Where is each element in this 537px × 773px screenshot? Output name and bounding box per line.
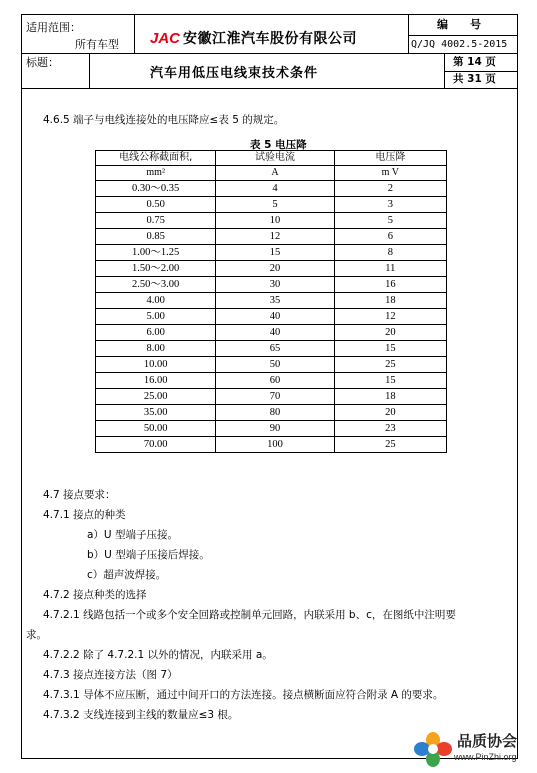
cell-voltage-drop: 11 — [334, 261, 446, 277]
cell-test-current: 10 — [216, 213, 334, 229]
cell-cross-section: 10.00 — [96, 357, 216, 373]
header-test-current: 试验电流 — [216, 151, 334, 166]
table-row — [96, 437, 447, 453]
clause-4-7-1: 4.7.1 接点的种类 — [43, 509, 126, 521]
header-voltage-drop: 电压降 — [334, 151, 446, 166]
cell-test-current: 40 — [216, 325, 334, 341]
cell-cross-section: 0.85 — [96, 229, 216, 245]
cell-test-current: 5 — [216, 197, 334, 213]
cell-test-current: 20 — [216, 261, 334, 277]
cell-cross-section: 8.00 — [96, 341, 216, 357]
clause-4-7: 4.7 接点要求： — [43, 489, 116, 501]
table-row — [96, 261, 447, 277]
cell-cross-section: 5.00 — [96, 309, 216, 325]
cell-test-current: 50 — [216, 357, 334, 373]
cell-cross-section: 0.75 — [96, 213, 216, 229]
cell-test-current: 4 — [216, 181, 334, 197]
flower-logo-icon — [412, 730, 454, 770]
table-header-row-2 — [96, 166, 447, 181]
header-cross-section: 电线公称截面积, — [96, 151, 216, 166]
table-row — [96, 229, 447, 245]
table-row — [96, 341, 447, 357]
cell-cross-section: 1.00～1.25 — [96, 245, 216, 261]
cell-voltage-drop: 20 — [334, 325, 446, 341]
clause-4-7-1-b: b）U 型端子压接后焊接。 — [87, 549, 210, 561]
voltage-drop-table — [95, 150, 447, 453]
number-label: 编 号 — [437, 18, 481, 31]
table-row — [96, 293, 447, 309]
clause-4-7-1-a: a）U 型端子压接。 — [87, 529, 178, 541]
clause-4-7-3: 4.7.3 接点连接方法（图 7） — [43, 669, 178, 681]
cell-test-current: 35 — [216, 293, 334, 309]
header-unit-mv: m V — [334, 166, 446, 181]
table-row — [96, 421, 447, 437]
table-row — [96, 277, 447, 293]
cell-test-current: 90 — [216, 421, 334, 437]
table-row — [96, 405, 447, 421]
clause-4-7-2-2: 4.7.2.2 除了 4.7.2.1 以外的情况，内联采用 a。 — [43, 649, 273, 661]
watermark-title: 品质协会 — [457, 732, 518, 750]
cell-test-current: 65 — [216, 341, 334, 357]
clause-4-6-5: 4.6.5 端子与电线连接处的电压降应≤表 5 的规定。 — [43, 114, 285, 126]
table-row — [96, 373, 447, 389]
clause-4-7-2: 4.7.2 接点种类的选择 — [43, 589, 147, 601]
cell-voltage-drop: 8 — [334, 245, 446, 261]
page-number: 第 14 页 — [453, 56, 496, 68]
cell-test-current: 70 — [216, 389, 334, 405]
cell-cross-section: 6.00 — [96, 325, 216, 341]
scope-value: 所有车型 — [75, 38, 119, 51]
cell-cross-section: 16.00 — [96, 373, 216, 389]
table-row — [96, 309, 447, 325]
company-logo-block — [150, 28, 357, 48]
cell-test-current: 100 — [216, 437, 334, 453]
cell-voltage-drop: 5 — [334, 213, 446, 229]
cell-test-current: 60 — [216, 373, 334, 389]
cell-cross-section: 35.00 — [96, 405, 216, 421]
cell-cross-section: 25.00 — [96, 389, 216, 405]
cell-test-current: 40 — [216, 309, 334, 325]
cell-test-current: 15 — [216, 245, 334, 261]
cell-voltage-drop: 2 — [334, 181, 446, 197]
number-value: Q/JQ 4002.5-2015 — [411, 39, 508, 50]
cell-cross-section: 70.00 — [96, 437, 216, 453]
cell-voltage-drop: 25 — [334, 357, 446, 373]
clause-4-7-3-2: 4.7.3.2 支线连接到主线的数量应≤3 根。 — [43, 709, 239, 721]
clause-4-7-2-1-cont: 求。 — [26, 629, 47, 641]
cell-voltage-drop: 23 — [334, 421, 446, 437]
clause-4-7-3-1: 4.7.3.1 导体不应压断，通过中间开口的方法连接。接点横断面应符合附录 A 的要求。 — [43, 689, 444, 701]
document-title: 汽车用低压电线束技术条件 — [150, 66, 319, 81]
table-row — [96, 357, 447, 373]
cell-cross-section: 1.50～2.00 — [96, 261, 216, 277]
table-row — [96, 197, 447, 213]
cell-voltage-drop: 18 — [334, 293, 446, 309]
header-unit-mm2: mm² — [96, 166, 216, 181]
cell-cross-section: 2.50～3.00 — [96, 277, 216, 293]
title-label: 标题： — [26, 56, 59, 69]
cell-test-current: 12 — [216, 229, 334, 245]
cell-voltage-drop: 16 — [334, 277, 446, 293]
watermark-url: www.PinZhi.org — [454, 752, 517, 762]
cell-voltage-drop: 20 — [334, 405, 446, 421]
cell-voltage-drop: 15 — [334, 341, 446, 357]
company-name: 安徽江淮汽车股份有限公司 — [183, 31, 358, 47]
table-row — [96, 245, 447, 261]
jac-logo: JAC — [150, 29, 181, 47]
table-row — [96, 389, 447, 405]
clause-4-7-2-1: 4.7.2.1 线路包括一个或多个安全回路或控制单元回路，内联采用 b、c，在图纸中注明要 — [43, 609, 456, 621]
table-row — [96, 325, 447, 341]
cell-test-current: 30 — [216, 277, 334, 293]
table-header-row-1 — [96, 151, 447, 166]
clause-4-7-1-c: c）超声波焊接。 — [87, 569, 167, 581]
cell-voltage-drop: 18 — [334, 389, 446, 405]
cell-cross-section: 0.50 — [96, 197, 216, 213]
cell-cross-section: 0.30～0.35 — [96, 181, 216, 197]
table-caption: 表 5 电压降 — [250, 139, 307, 151]
cell-voltage-drop: 12 — [334, 309, 446, 325]
cell-voltage-drop: 25 — [334, 437, 446, 453]
cell-cross-section: 50.00 — [96, 421, 216, 437]
table-row — [96, 213, 447, 229]
page-total: 共 31 页 — [453, 73, 496, 85]
cell-voltage-drop: 3 — [334, 197, 446, 213]
pinzhi-watermark — [412, 730, 530, 768]
table-row — [96, 181, 447, 197]
header-unit-a: A — [216, 166, 334, 181]
cell-voltage-drop: 6 — [334, 229, 446, 245]
cell-voltage-drop: 15 — [334, 373, 446, 389]
scope-label: 适用范围： — [26, 21, 81, 34]
cell-cross-section: 4.00 — [96, 293, 216, 309]
cell-test-current: 80 — [216, 405, 334, 421]
